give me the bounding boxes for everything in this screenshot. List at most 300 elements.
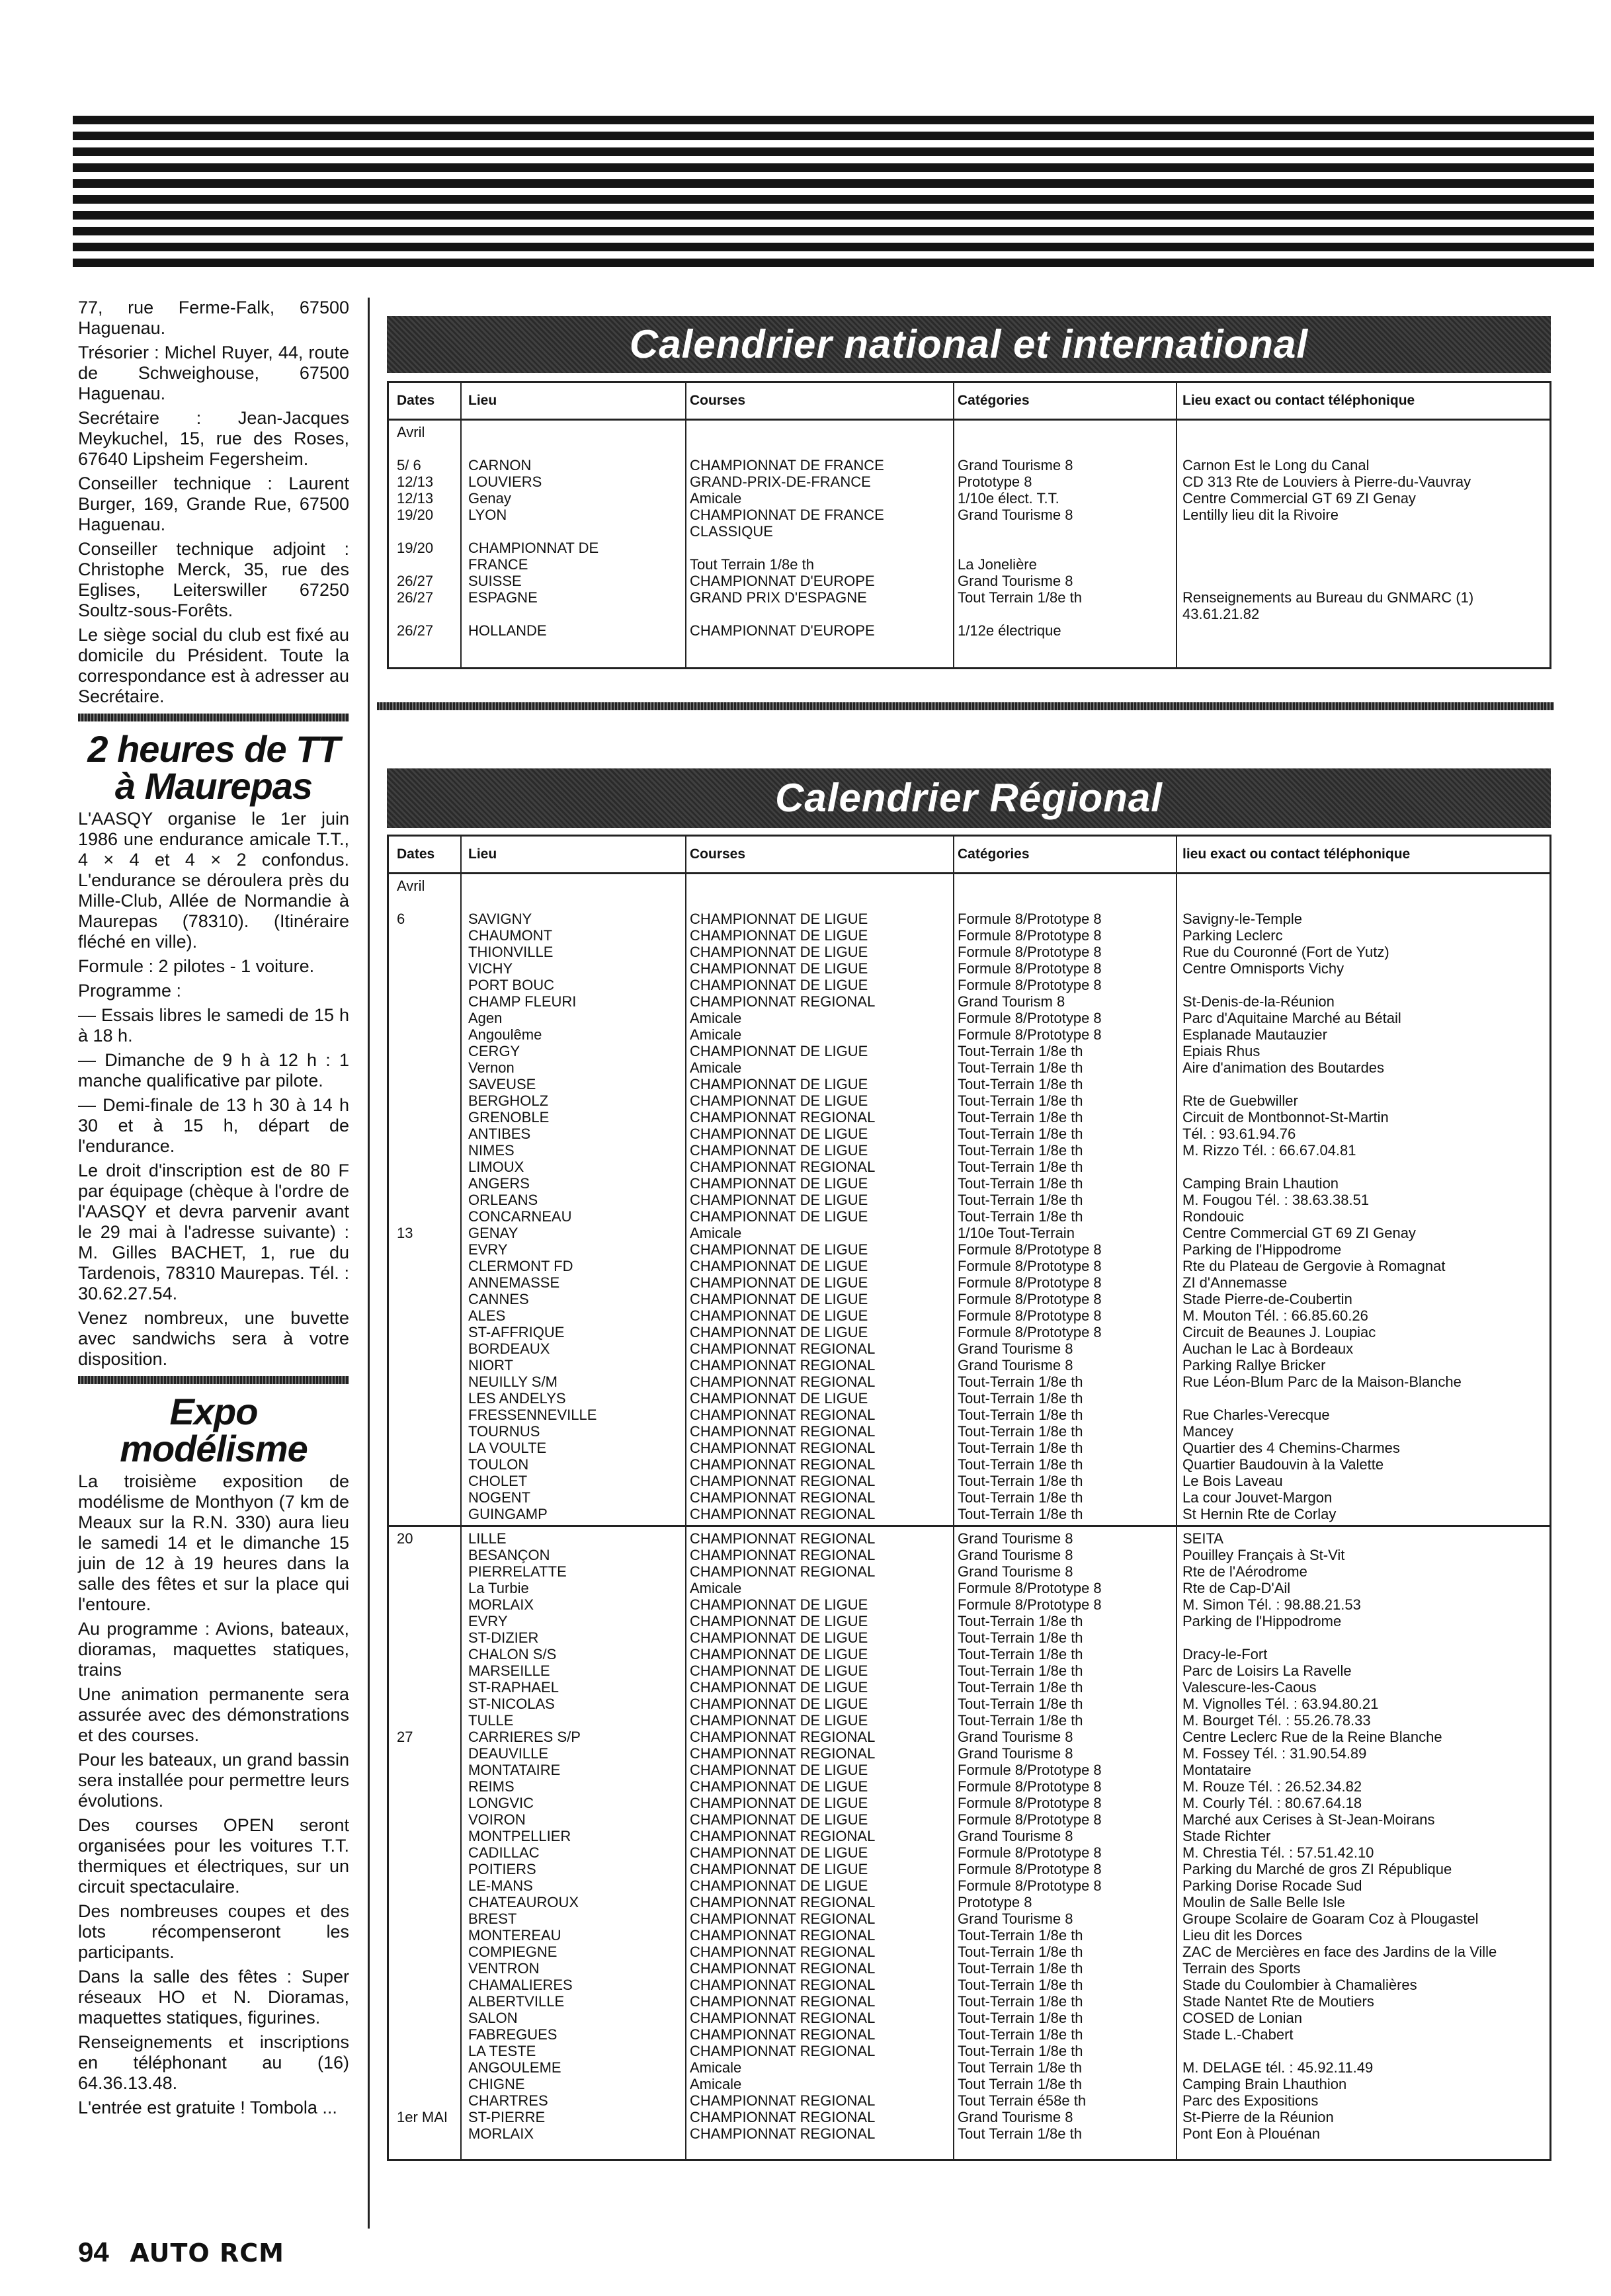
table-cell: Rondouic: [1182, 1208, 1244, 1225]
table-cell: Tout-Terrain 1/8e th: [958, 1456, 1083, 1473]
table-cell: Amicale: [690, 2059, 742, 2076]
table-row: [389, 993, 1549, 1010]
table-cell: SEITA: [1182, 1530, 1223, 1547]
column-header: Lieu: [468, 393, 497, 408]
table-cell: Formule 8/Prototype 8: [958, 977, 1102, 993]
paragraph: Formule : 2 pilotes - 1 voiture.: [78, 956, 315, 976]
table-cell: CHAMPIONNAT DE LIGUE: [690, 1795, 868, 1811]
table-cell: Tout-Terrain 1/8e th: [958, 1613, 1083, 1629]
table-cell: CHAMPIONNAT DE LIGUE: [690, 1192, 868, 1208]
table-cell: Formule 8/Prototype 8: [958, 1274, 1102, 1291]
table-row: [389, 1357, 1549, 1374]
table-cell: CHAMPIONNAT DE LIGUE: [690, 1877, 868, 1894]
table-row: [389, 1390, 1549, 1407]
table-cell: Grand Tourisme 8: [958, 457, 1073, 473]
table-cell: ANNEMASSE: [468, 1274, 560, 1291]
column-header: Catégories: [958, 846, 1030, 862]
table-cell: LILLE: [468, 1530, 507, 1547]
table-cell: CHAMPIONNAT REGIONAL: [690, 2092, 876, 2109]
table-cell: CHAMPIONNAT DE LIGUE: [690, 1258, 868, 1274]
paragraph: Des courses OPEN seront organisées pour les voitures T.T. thermiques et électriques, sur un circuit spectaculaire.: [78, 1815, 349, 1897]
table-cell: GENAY: [468, 1225, 518, 1241]
table-cell: M. Simon Tél. : 98.88.21.53: [1182, 1596, 1361, 1613]
table-cell: Tout-Terrain 1/8e th: [958, 1977, 1083, 1993]
table-cell: CHAMPIONNAT REGIONAL: [690, 2109, 876, 2125]
table-row: [389, 1340, 1549, 1357]
table-cell: Rte de Cap-D'Ail: [1182, 1580, 1291, 1596]
table-row: [389, 2109, 1549, 2125]
table-cell: La Turbie: [468, 1580, 529, 1596]
table-cell: 26/27: [397, 622, 434, 639]
table-cell: LA VOULTE: [468, 1440, 547, 1456]
table-cell: CHAMALIERES: [468, 1977, 573, 1993]
table-row: [389, 556, 1549, 573]
table-cell: Tout-Terrain 1/8e th: [958, 1993, 1083, 2010]
table-cell: Tout-Terrain 1/8e th: [958, 1126, 1083, 1142]
table-cell: Prototype 8: [958, 473, 1032, 490]
table-row: [389, 1861, 1549, 1877]
table-row: [389, 1010, 1549, 1026]
table-row: [389, 1795, 1549, 1811]
table-cell: CHAMPIONNAT DE LIGUE: [690, 1662, 868, 1679]
table-cell: Tout-Terrain 1/8e th: [958, 1043, 1083, 1059]
table-cell: TOURNUS: [468, 1423, 540, 1440]
table-cell: Rue Léon-Blum Parc de la Maison-Blanche: [1182, 1374, 1462, 1390]
table-cell: ANTIBES: [468, 1126, 531, 1142]
table-row: [389, 1596, 1549, 1613]
table-cell: COMPIEGNE: [468, 1944, 558, 1960]
paragraph: L'AASQY organise le 1er juin 1986 une endurance amicale T.T., 4 × 4 et 4 × 2 confondus. L'endurance se déroulera près du Mille-Club, Allée de Normandie à Maurepas (78310). (Itinéraire fléché en ville).: [78, 809, 349, 952]
table-cell: BERGHOLZ: [468, 1092, 549, 1109]
table-cell: Formule 8/Prototype 8: [958, 944, 1102, 960]
table-cell: Amicale: [690, 1010, 742, 1026]
table-cell: Tout-Terrain 1/8e th: [958, 1076, 1083, 1092]
table-cell: CHAMPIONNAT DE LIGUE: [690, 1861, 868, 1877]
table-row: [389, 1530, 1549, 1547]
table-cell: Tout-Terrain 1/8e th: [958, 1944, 1083, 1960]
table-row: [389, 2092, 1549, 2109]
table-row: [389, 1092, 1549, 1109]
table-cell: Tout-Terrain 1/8e th: [958, 1175, 1083, 1192]
table-cell: Genay: [468, 490, 511, 507]
table-cell: CHAMPIONNAT DE LIGUE: [690, 1778, 868, 1795]
table-cell: CHAMPIONNAT REGIONAL: [690, 1506, 876, 1522]
table-cell: CHAMPIONNAT DE LIGUE: [690, 1646, 868, 1662]
table-cell: Grand Tourisme 8: [958, 1729, 1073, 1745]
table-cell: CHAMPIONNAT D'EUROPE: [690, 573, 875, 589]
table-cell: CHAMPIONNAT DE LIGUE: [690, 1175, 868, 1192]
table-cell: CHAMPIONNAT REGIONAL: [690, 1993, 876, 2010]
table-cell: Stade Richter: [1182, 1828, 1271, 1844]
table-cell: Angoulême: [468, 1026, 542, 1043]
table-cell: Avril: [397, 424, 425, 440]
table-cell: CHAMPIONNAT REGIONAL: [690, 2026, 876, 2043]
table-cell: LES ANDELYS: [468, 1390, 566, 1407]
table-cell: CHAMPIONNAT REGIONAL: [690, 2043, 876, 2059]
table-row: [389, 1456, 1549, 1473]
table-cell: Circuit de Montbonnot-St-Martin: [1182, 1109, 1389, 1126]
table-cell: Savigny-le-Temple: [1182, 911, 1302, 927]
table-row: [389, 1646, 1549, 1662]
table-cell: Lentilly lieu dit la Rivoire: [1182, 507, 1339, 523]
table-cell: CHAMPIONNAT REGIONAL: [690, 1944, 876, 1960]
table-cell: ZAC de Mercières en face des Jardins de la Ville: [1182, 1944, 1497, 1960]
separator: [78, 1376, 349, 1384]
table-cell: THIONVILLE: [468, 944, 554, 960]
column-header: lieu exact ou contact téléphonique: [1182, 846, 1411, 862]
table-cell: CHAMPIONNAT REGIONAL: [690, 2010, 876, 2026]
table-cell: CHAMPIONNAT REGIONAL: [690, 1357, 876, 1374]
table-cell: Parking de l'Hippodrome: [1182, 1241, 1342, 1258]
table-row: [389, 944, 1549, 960]
table-cell: CHAMPIONNAT DE LIGUE: [690, 1043, 868, 1059]
table-cell: Grand Tourisme 8: [958, 1340, 1073, 1357]
table-cell: Centre Leclerc Rue de la Reine Blanche: [1182, 1729, 1442, 1745]
table-cell: Tout-Terrain 1/8e th: [958, 1927, 1083, 1944]
table-cell: Tout-Terrain 1/8e th: [958, 1960, 1083, 1977]
table-cell: CHAMPIONNAT DE LIGUE: [690, 960, 868, 977]
table-cell: Tout-Terrain 1/8e th: [958, 1423, 1083, 1440]
table-cell: Stade Nantet Rte de Moutiers: [1182, 1993, 1374, 2010]
table-header: [389, 837, 1549, 874]
table-cell: CHAMPIONNAT REGIONAL: [690, 1407, 876, 1423]
table-row: [389, 1696, 1549, 1712]
table-cell: CHAMP FLEURI: [468, 993, 577, 1010]
table-cell: Tout-Terrain 1/8e th: [958, 1390, 1083, 1407]
table-cell: CHAMPIONNAT DE FRANCE: [690, 507, 884, 523]
table-cell: CHAMPIONNAT D'EUROPE: [690, 622, 875, 639]
table-cell: 19/20: [397, 507, 434, 523]
table-row: [389, 490, 1549, 507]
table-cell: MORLAIX: [468, 2125, 534, 2142]
table-row: [389, 1291, 1549, 1307]
table-cell: Tout-Terrain 1/8e th: [958, 1489, 1083, 1506]
table-row: [389, 523, 1549, 540]
table-cell: CHAMPIONNAT DE LIGUE: [690, 1596, 868, 1613]
table-cell: M. Chrestia Tél. : 57.51.42.10: [1182, 1844, 1374, 1861]
table-row: [389, 1629, 1549, 1646]
table-cell: BESANÇON: [468, 1547, 550, 1563]
table-cell: Pont Eon à Plouénan: [1182, 2125, 1320, 2142]
table-cell: CHAMPIONNAT REGIONAL: [690, 1530, 876, 1547]
table-cell: GUINGAMP: [468, 1506, 548, 1522]
table-cell: CARRIERES S/P: [468, 1729, 581, 1745]
table-cell: 6: [397, 911, 405, 927]
table-header: [389, 383, 1549, 421]
table-cell: CHAMPIONNAT DE LIGUE: [690, 927, 868, 944]
table-cell: Grand Tourisme 8: [958, 1745, 1073, 1762]
table-cell: ANGERS: [468, 1175, 530, 1192]
table-cell: NIMES: [468, 1142, 515, 1159]
table-cell: ALBERTVILLE: [468, 1993, 565, 2010]
table-cell: CHAMPIONNAT DE LIGUE: [690, 944, 868, 960]
table-row: [389, 1241, 1549, 1258]
table-cell: Stade Pierre-de-Coubertin: [1182, 1291, 1352, 1307]
table-cell: EVRY: [468, 1613, 508, 1629]
table-cell: CHAMPIONNAT REGIONAL: [690, 1894, 876, 1910]
table-cell: CHAMPIONNAT DE LIGUE: [690, 1307, 868, 1324]
table-row: [389, 1679, 1549, 1696]
table-cell: Rue du Couronné (Fort de Yutz): [1182, 944, 1389, 960]
table-cell: Amicale: [690, 1580, 742, 1596]
table-cell: VICHY: [468, 960, 513, 977]
table-cell: CHAMPIONNAT DE LIGUE: [690, 1142, 868, 1159]
column-rule: [368, 298, 370, 2229]
table-cell: FRESSENNEVILLE: [468, 1407, 597, 1423]
table-row: [389, 1142, 1549, 1159]
table-cell: Formule 8/Prototype 8: [958, 1778, 1102, 1795]
table-row: [389, 1762, 1549, 1778]
table-row: [389, 878, 1549, 894]
section-separator: [377, 702, 1554, 710]
table-cell: Tout-Terrain 1/8e th: [958, 1208, 1083, 1225]
table-cell: 27: [397, 1729, 413, 1745]
table-cell: Valescure-les-Caous: [1182, 1679, 1317, 1696]
table-cell: CHAMPIONNAT DE FRANCE: [690, 457, 884, 473]
table-row: [389, 1745, 1549, 1762]
table-cell: Dracy-le-Fort: [1182, 1646, 1268, 1662]
table-row: [389, 2043, 1549, 2059]
table-cell: Formule 8/Prototype 8: [958, 1877, 1102, 1894]
column-header: Lieu exact ou contact téléphonique: [1182, 393, 1415, 408]
table-cell: CHAMPIONNAT DE LIGUE: [690, 1126, 868, 1142]
table-cell: Tout-Terrain 1/8e th: [958, 2010, 1083, 2026]
table-cell: Mancey: [1182, 1423, 1234, 1440]
table-cell: CHAMPIONNAT REGIONAL: [690, 1977, 876, 1993]
table-cell: Tout-Terrain 1/8e th: [958, 1629, 1083, 1646]
table-cell: LONGVIC: [468, 1795, 534, 1811]
table-cell: CHAMPIONNAT REGIONAL: [690, 993, 876, 1010]
table-row: [389, 1662, 1549, 1679]
table-row: [389, 540, 1549, 556]
table-row: [389, 1407, 1549, 1423]
table-row: [389, 1563, 1549, 1580]
table-cell: Camping Brain Lhaution: [1182, 1175, 1339, 1192]
table-cell: CHAMPIONNAT DE LIGUE: [690, 1712, 868, 1729]
table-cell: CHAMPIONNAT DE LIGUE: [690, 1390, 868, 1407]
table-cell: 12/13: [397, 490, 434, 507]
paragraph: Programme :: [78, 981, 182, 1001]
table-cell: M. Mouton Tél. : 66.85.60.26: [1182, 1307, 1368, 1324]
table-cell: Parking du Marché de gros ZI République: [1182, 1861, 1452, 1877]
table-row: [389, 1473, 1549, 1489]
table-cell: ST-RAPHAEL: [468, 1679, 559, 1696]
table-cell: Tout-Terrain 1/8e th: [958, 1374, 1083, 1390]
table-cell: Tout-Terrain 1/8e th: [958, 1696, 1083, 1712]
table-row: [389, 2059, 1549, 2076]
header-stripes: [73, 116, 1594, 274]
table-cell: Tout-Terrain 1/8e th: [958, 2026, 1083, 2043]
table-cell: PIERRELATTE: [468, 1563, 567, 1580]
table-cell: HOLLANDE: [468, 622, 547, 639]
table-cell: SUISSE: [468, 573, 522, 589]
table-cell: Parking de l'Hippodrome: [1182, 1613, 1342, 1629]
table-cell: Formule 8/Prototype 8: [958, 1241, 1102, 1258]
table-cell: Rte de l'Aérodrome: [1182, 1563, 1307, 1580]
paragraph: 77, rue Ferme-Falk, 67500 Haguenau.: [78, 298, 349, 338]
table-cell: Tout-Terrain 1/8e th: [958, 1059, 1083, 1076]
table-row: [389, 1258, 1549, 1274]
table-cell: Tout-Terrain 1/8e th: [958, 1473, 1083, 1489]
table-cell: Grand Tourisme 8: [958, 1547, 1073, 1563]
paragraph: Des nombreuses coupes et des lots récompenseront les participants.: [78, 1901, 349, 1962]
table-cell: CLASSIQUE: [690, 523, 773, 540]
table-cell: TULLE: [468, 1712, 514, 1729]
table-cell: Agen: [468, 1010, 503, 1026]
table-row: [389, 507, 1549, 523]
table-row: [389, 2125, 1549, 2142]
national-table: [387, 381, 1551, 669]
table-row: [389, 1307, 1549, 1324]
table-cell: La Jonelière: [958, 556, 1037, 573]
table-cell: CHAMPIONNAT REGIONAL: [690, 1456, 876, 1473]
table-cell: CHAMPIONNAT REGIONAL: [690, 1547, 876, 1563]
table-cell: FABREGUES: [468, 2026, 558, 2043]
paragraph: Secrétaire : Jean-Jacques Meykuchel, 15, rue des Roses, 67640 Lipsheim Fegersheim.: [78, 408, 349, 469]
table-cell: GRAND PRIX D'ESPAGNE: [690, 589, 867, 606]
table-cell: 26/27: [397, 589, 434, 606]
table-row: [389, 1828, 1549, 1844]
table-cell: Grand Tourisme 8: [958, 573, 1073, 589]
table-cell: DEAUVILLE: [468, 1745, 549, 1762]
paragraph: La troisième exposition de modélisme de Monthyon (7 km de Meaux sur la R.N. 330) aura lieu le samedi 14 et le dimanche 15 juin de 12 à 19 heures dans la salle des fêtes et sur la place qui l'entoure.: [78, 1471, 349, 1614]
table-cell: CHALON S/S: [468, 1646, 557, 1662]
table-cell: Amicale: [690, 1225, 742, 1241]
table-cell: Tout-Terrain 1/8e th: [958, 1407, 1083, 1423]
table-cell: Moulin de Salle Belle Isle: [1182, 1894, 1345, 1910]
table-cell: 1/10e élect. T.T.: [958, 490, 1059, 507]
national-banner: Calendrier national et international: [387, 316, 1551, 373]
table-row: [389, 1927, 1549, 1944]
table-cell: POITIERS: [468, 1861, 536, 1877]
table-body: [389, 878, 1549, 1522]
table-row: [389, 1894, 1549, 1910]
column-header: Dates: [397, 846, 435, 862]
table-cell: Grand Tourisme 8: [958, 2109, 1073, 2125]
table-cell: Parc des Expositions: [1182, 2092, 1319, 2109]
table-cell: CHAMPIONNAT DE LIGUE: [690, 1241, 868, 1258]
paragraph: Une animation permanente sera assurée avec des démonstrations et des courses.: [78, 1684, 349, 1745]
table-cell: Epiais Rhus: [1182, 1043, 1260, 1059]
table-cell: Tout-Terrain 1/8e th: [958, 1142, 1083, 1159]
table-row: [389, 2010, 1549, 2026]
table-cell: SAVIGNY: [468, 911, 532, 927]
paragraph: — Demi-finale de 13 h 30 à 14 h 30 et à 15 h, départ de l'endurance.: [78, 1095, 349, 1156]
article-expo: [78, 1471, 349, 2118]
table-cell: 26/27: [397, 573, 434, 589]
table-row: [389, 1844, 1549, 1861]
table-row: [389, 1076, 1549, 1092]
table-cell: CHAMPIONNAT REGIONAL: [690, 1159, 876, 1175]
table-cell: Pouilley Français à St-Vit: [1182, 1547, 1345, 1563]
table-cell: M. Rizzo Tél. : 66.67.04.81: [1182, 1142, 1356, 1159]
table-cell: SAVEUSE: [468, 1076, 536, 1092]
table-cell: Grand Tourisme 8: [958, 1828, 1073, 1844]
table-cell: Formule 8/Prototype 8: [958, 1795, 1102, 1811]
table-cell: Lieu dit les Dorces: [1182, 1927, 1302, 1944]
paragraph: — Dimanche de 9 h à 12 h : 1 manche qualificative par pilote.: [78, 1050, 349, 1090]
table-cell: Tél. : 93.61.94.76: [1182, 1126, 1296, 1142]
table-cell: Tout-Terrain 1/8e th: [958, 1679, 1083, 1696]
table-cell: ST-PIERRE: [468, 2109, 546, 2125]
table-cell: Terrain des Sports: [1182, 1960, 1301, 1977]
table-cell: MONTPELLIER: [468, 1828, 571, 1844]
table-cell: Quartier Baudouvin à la Valette: [1182, 1456, 1384, 1473]
table-row: [389, 1026, 1549, 1043]
table-cell: St Hernin Rte de Corlay: [1182, 1506, 1337, 1522]
table-body: [389, 1530, 1549, 2142]
table-row: [389, 894, 1549, 911]
table-cell: Prototype 8: [958, 1894, 1032, 1910]
table-cell: CERGY: [468, 1043, 520, 1059]
table-cell: M. Vignolles Tél. : 63.94.80.21: [1182, 1696, 1379, 1712]
paragraph: Pour les bateaux, un grand bassin sera installée pour permettre leurs évolutions.: [78, 1750, 349, 1811]
table-cell: Auchan le Lac à Bordeaux: [1182, 1340, 1354, 1357]
table-cell: LE-MANS: [468, 1877, 533, 1894]
table-cell: Formule 8/Prototype 8: [958, 1291, 1102, 1307]
table-cell: M. Fougou Tél. : 38.63.38.51: [1182, 1192, 1370, 1208]
table-cell: CHAMPIONNAT REGIONAL: [690, 1960, 876, 1977]
table-cell: COSED de Lonian: [1182, 2010, 1302, 2026]
table-cell: Marché aux Cerises à St-Jean-Moirans: [1182, 1811, 1435, 1828]
table-cell: Tout Terrain 1/8e th: [958, 2076, 1082, 2092]
paragraph: — Essais libres le samedi de 15 h à 18 h.: [78, 1005, 349, 1046]
table-cell: Tout-Terrain 1/8e th: [958, 1662, 1083, 1679]
table-cell: Carnon Est le Long du Canal: [1182, 457, 1370, 473]
table-row: [389, 1993, 1549, 2010]
column-header: Catégories: [958, 393, 1030, 408]
table-row: [389, 1423, 1549, 1440]
table-cell: CHAMPIONNAT DE LIGUE: [690, 1844, 868, 1861]
table-row: [389, 1324, 1549, 1340]
table-cell: Amicale: [690, 1026, 742, 1043]
table-row: [389, 1159, 1549, 1175]
table-cell: MONTATAIRE: [468, 1762, 561, 1778]
table-cell: Tout Terrain 1/8e th: [958, 2125, 1082, 2142]
table-cell: MORLAIX: [468, 1596, 534, 1613]
table-cell: VENTRON: [468, 1960, 540, 1977]
table-cell: CHAMPIONNAT REGIONAL: [690, 1910, 876, 1927]
table-cell: SALON: [468, 2010, 518, 2026]
table-cell: Grand Tourisme 8: [958, 1563, 1073, 1580]
table-cell: Parking Leclerc: [1182, 927, 1283, 944]
regional-banner: Calendrier Régional: [387, 768, 1551, 828]
paragraph: Le droit d'inscription est de 80 F par équipage (chèque à l'ordre de l'AASQY et devra parvenir avant le 29 mai à l'adresse suivante) : M. Gilles BACHET, 1, rue du Tardenois, 78310 Maurepas. Tél. : 30.62.27.54.: [78, 1161, 349, 1303]
table-row: [389, 1109, 1549, 1126]
table-cell: Parc de Loisirs La Ravelle: [1182, 1662, 1352, 1679]
table-cell: Formule 8/Prototype 8: [958, 960, 1102, 977]
table-cell: Formule 8/Prototype 8: [958, 1580, 1102, 1596]
table-cell: CHAMPIONNAT REGIONAL: [690, 1729, 876, 1745]
table-row: [389, 1580, 1549, 1596]
table-cell: LYON: [468, 507, 507, 523]
table-cell: MARSEILLE: [468, 1662, 550, 1679]
table-cell: Formule 8/Prototype 8: [958, 1010, 1102, 1026]
table-cell: CHAMPIONNAT DE LIGUE: [690, 1208, 868, 1225]
table-cell: ST-NICOLAS: [468, 1696, 555, 1712]
article-title-maurepas: 2 heures de TT à Maurepas: [87, 728, 340, 807]
table-cell: Centre Commercial GT 69 ZI Genay: [1182, 490, 1416, 507]
table-cell: CHAMPIONNAT DE LIGUE: [690, 1696, 868, 1712]
table-body: [389, 424, 1549, 639]
table-row: [389, 1208, 1549, 1225]
regional-table: [387, 835, 1551, 2161]
table-row: [389, 1225, 1549, 1241]
table-cell: NEUILLY S/M: [468, 1374, 558, 1390]
table-cell: Tout-Terrain 1/8e th: [958, 2043, 1083, 2059]
table-row: [389, 1506, 1549, 1522]
table-row: [389, 573, 1549, 589]
